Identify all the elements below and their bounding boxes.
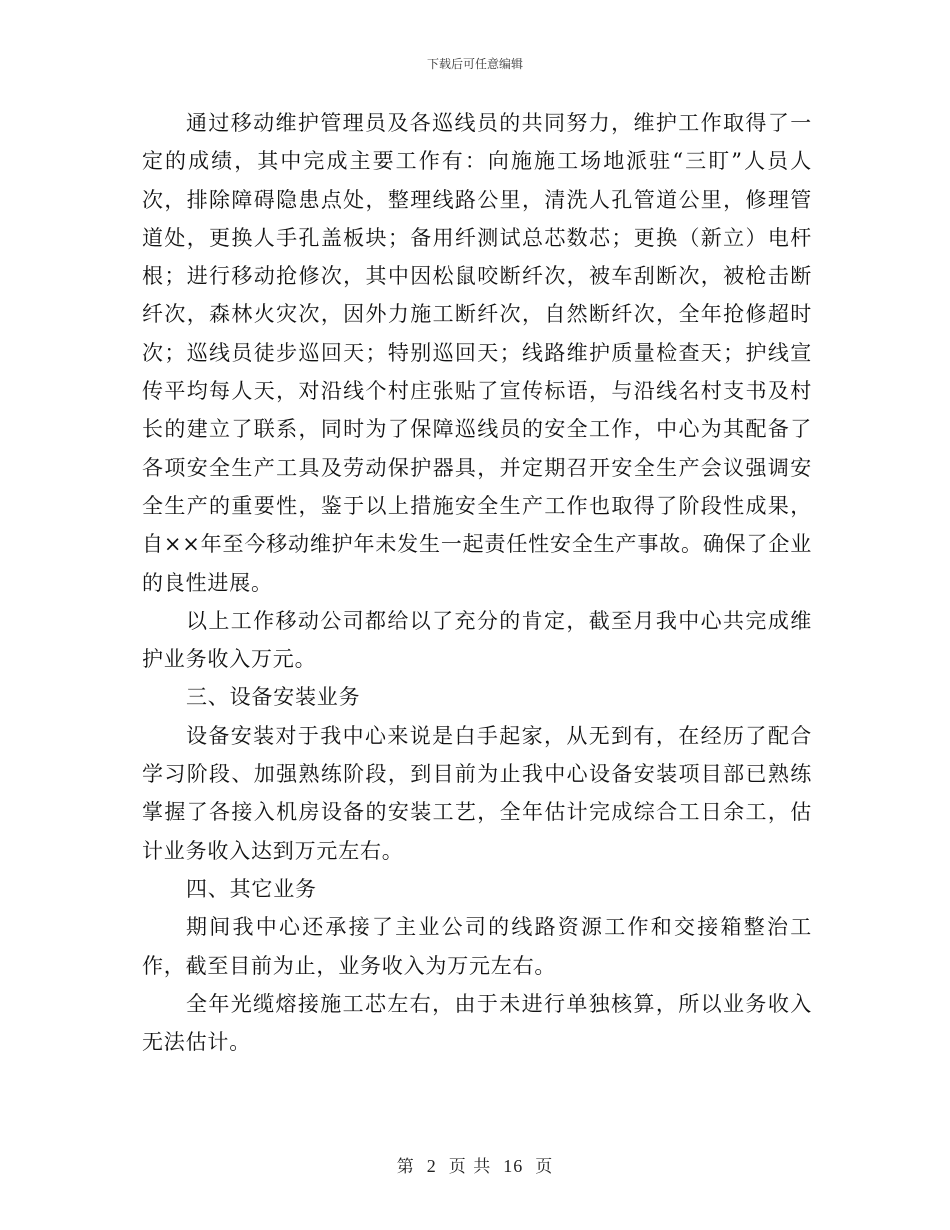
paragraph-equipment-installation: 设备安装对于我中心来说是白手起家，从无到有，在经历了配合学习阶段、加强熟练阶段，到目前为止我中心设备安装项目部已熟练掌握了各接入机房设备的安装工艺，全年估计完成综合工日余工，估计业务收入达到万元左右。 bbox=[142, 723, 812, 863]
current-page-number: 2 bbox=[426, 1156, 437, 1176]
paragraph-maintenance-revenue: 以上工作移动公司都给以了充分的肯定，截至月我中心共完成维护业务收入万元。 bbox=[142, 608, 812, 672]
paragraph-other-business: 期间我中心还承接了主业公司的线路资源工作和交接箱整治工作，截至目前为止，业务收入为万元左右。 bbox=[142, 915, 812, 978]
document-body bbox=[142, 104, 812, 1061]
paragraph-fiber-splicing: 全年光缆熔接施工芯左右，由于未进行单独核算，所以业务收入无法估计。 bbox=[142, 991, 812, 1055]
footer-middle: 页 共 bbox=[448, 1157, 492, 1177]
total-pages-number: 16 bbox=[503, 1156, 524, 1176]
footer-prefix: 第 bbox=[396, 1157, 415, 1177]
footer-suffix: 页 bbox=[535, 1157, 554, 1177]
paragraph-maintenance-achievements: 通过移动维护管理员及各巡线员的共同努力，维护工作取得了一定的成绩，其中完成主要工作有：向施施工场地派驻“三盯”人员人次，排除障碍隐患点处，整理线路公里，清洗人孔管道公里，修理管道处，更换人手孔盖板块；备用纤测试总芯数芯；更换（新立）电杆根；进行移动抢修次，其中因松鼠咬断纤次，被车刮断次，被枪击断纤次，森林火灾次，因外力施工断纤次，自然断纤次，全年抢修超时次；巡线员徒步巡回天；特别巡回天；线路维护质量检查天；护线宣传平均每人天，对沿线个村庄张贴了宣传标语，与沿线名村支书及村长的建立了联系，同时为了保障巡线员的安全工作，中心为其配备了各项安全生产工具及劳动保护器具，并定期召开安全生产会议强调安全生产的重要性，鉴于以上措施安全生产工作也取得了阶段性成果，自××年至今移动维护年未发生一起责任性安全生产事故。确保了企业的良性进展。 bbox=[142, 111, 812, 595]
section-heading-other-business: 四、其它业务 bbox=[186, 876, 317, 901]
section-heading-equipment-installation: 三、设备安装业务 bbox=[186, 685, 361, 710]
page-header: 下载后可任意编辑 bbox=[426, 57, 523, 71]
page-footer bbox=[0, 1152, 950, 1177]
